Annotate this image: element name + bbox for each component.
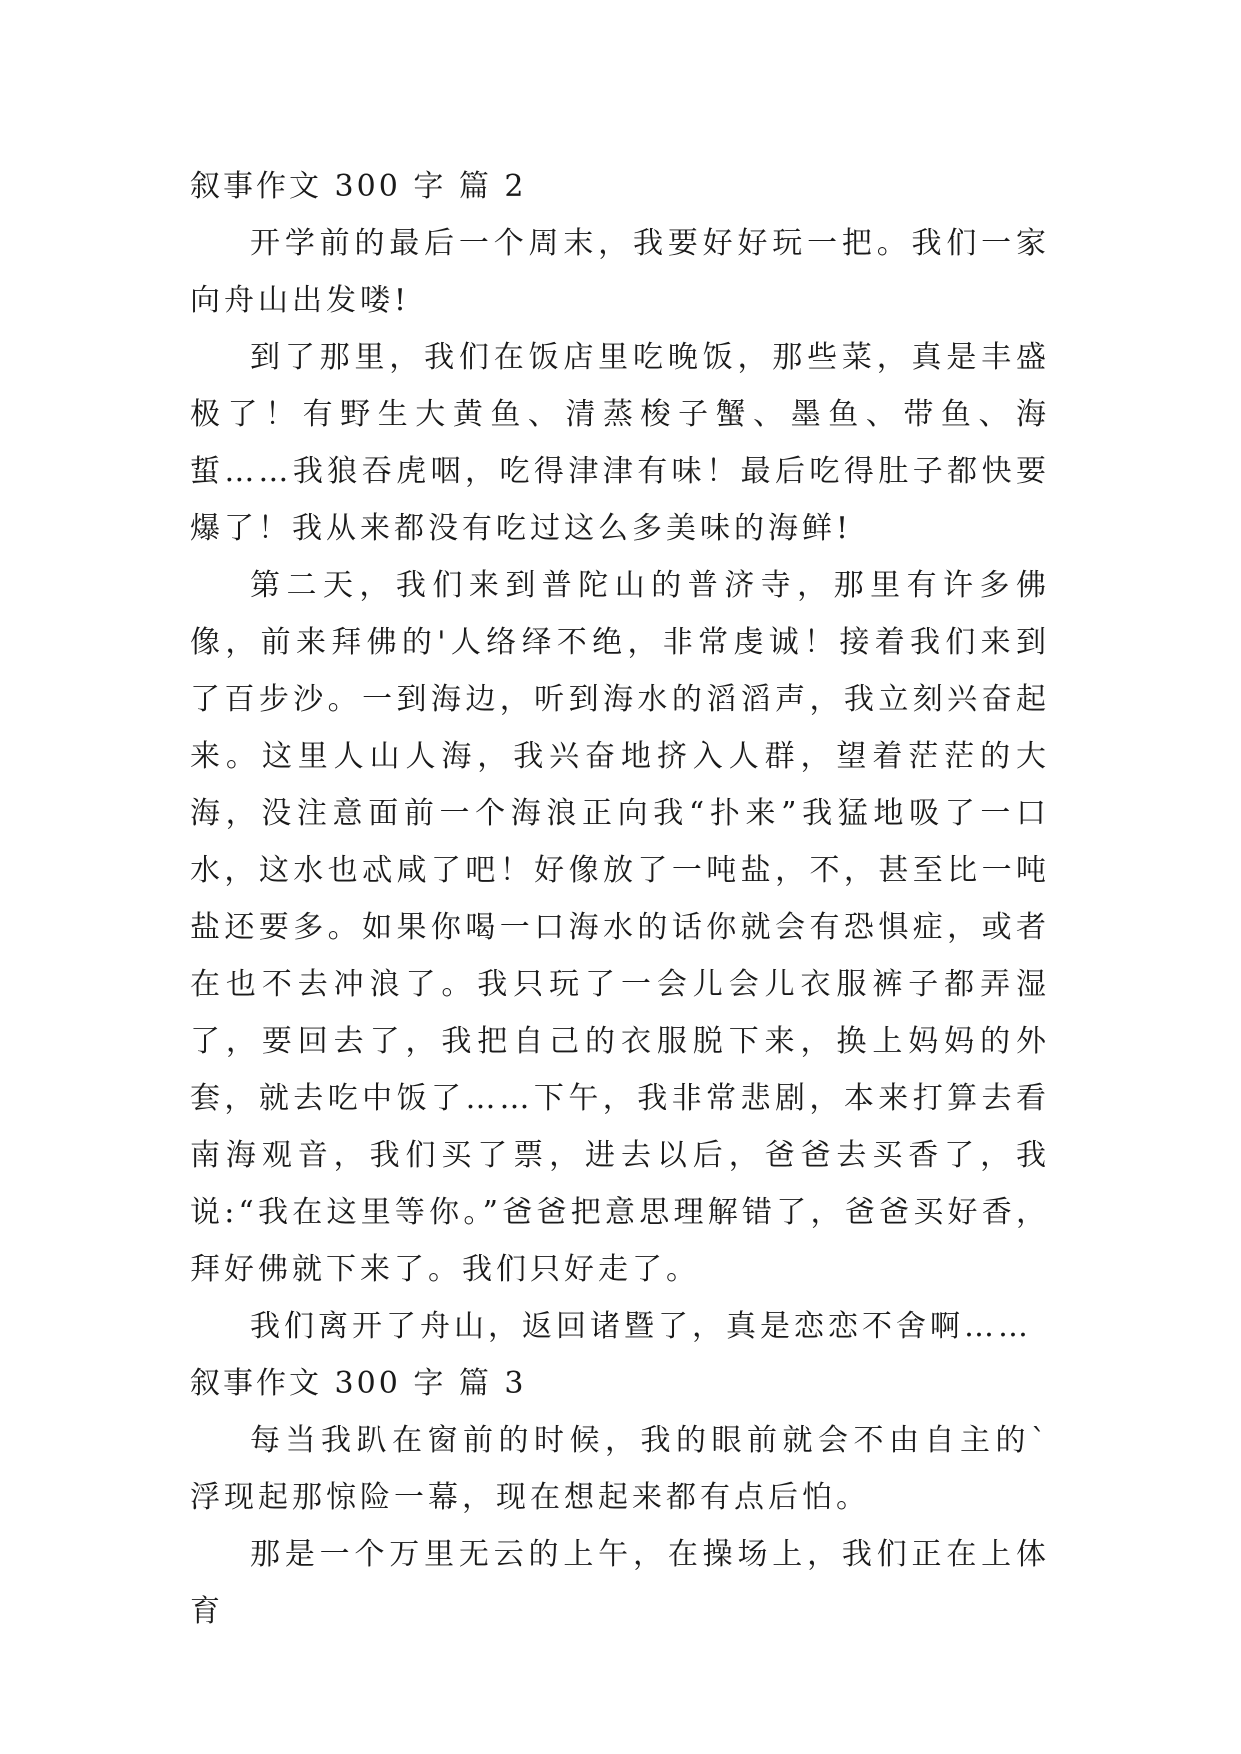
paragraph: 每当我趴在窗前的时候，我的眼前就会不由自主的`浮现起那惊险一幕，现在想起来都有点后怕。 xyxy=(190,1423,1050,1515)
paragraph: 开学前的最后一个周末，我要好好玩一把。我们一家向舟山出发喽! xyxy=(190,226,1050,318)
paragraph: 我们离开了舟山，返回诸暨了，真是恋恋不舍啊…… xyxy=(250,1309,1032,1344)
section-heading: 叙事作文 300 字 篇 2 xyxy=(190,169,527,204)
document-body xyxy=(190,158,1050,1640)
paragraph: 到了那里，我们在饭店里吃晚饭，那些菜，真是丰盛极了！有野生大黄鱼、清蒸梭子蟹、墨鱼、带鱼、海蜇……我狼吞虎咽，吃得津津有味！最后吃得肚子都快要爆了！我从来都没有吃过这么多美味的海鲜! xyxy=(190,340,1050,546)
paragraph: 那是一个万里无云的上午，在操场上，我们正在上体育 xyxy=(190,1537,1050,1629)
paragraph: 第二天，我们来到普陀山的普济寺，那里有许多佛像，前来拜佛的'人络绎不绝，非常虔诚！接着我们来到了百步沙。一到海边，听到海水的滔滔声，我立刻兴奋起来。这里人山人海，我兴奋地挤入人群，望着茫茫的大海，没注意面前一个海浪正向我“扑来”我猛地吸了一口水，这水也忒咸了吧！好像放了一吨盐，不，甚至比一吨盐还要多。如果你喝一口海水的话你就会有恐惧症，或者在也不去冲浪了。我只玩了一会儿会儿衣服裤子都弄湿了，要回去了，我把自己的衣服脱下来，换上妈妈的外套，就去吃中饭了……下午，我非常悲剧，本来打算去看南海观音，我们买了票，进去以后，爸爸去买香了，我说:“我在这里等你。”爸爸把意思理解错了，爸爸买好香，拜好佛就下来了。我们只好走了。 xyxy=(190,568,1050,1287)
section-heading: 叙事作文 300 字 篇 3 xyxy=(190,1366,527,1401)
